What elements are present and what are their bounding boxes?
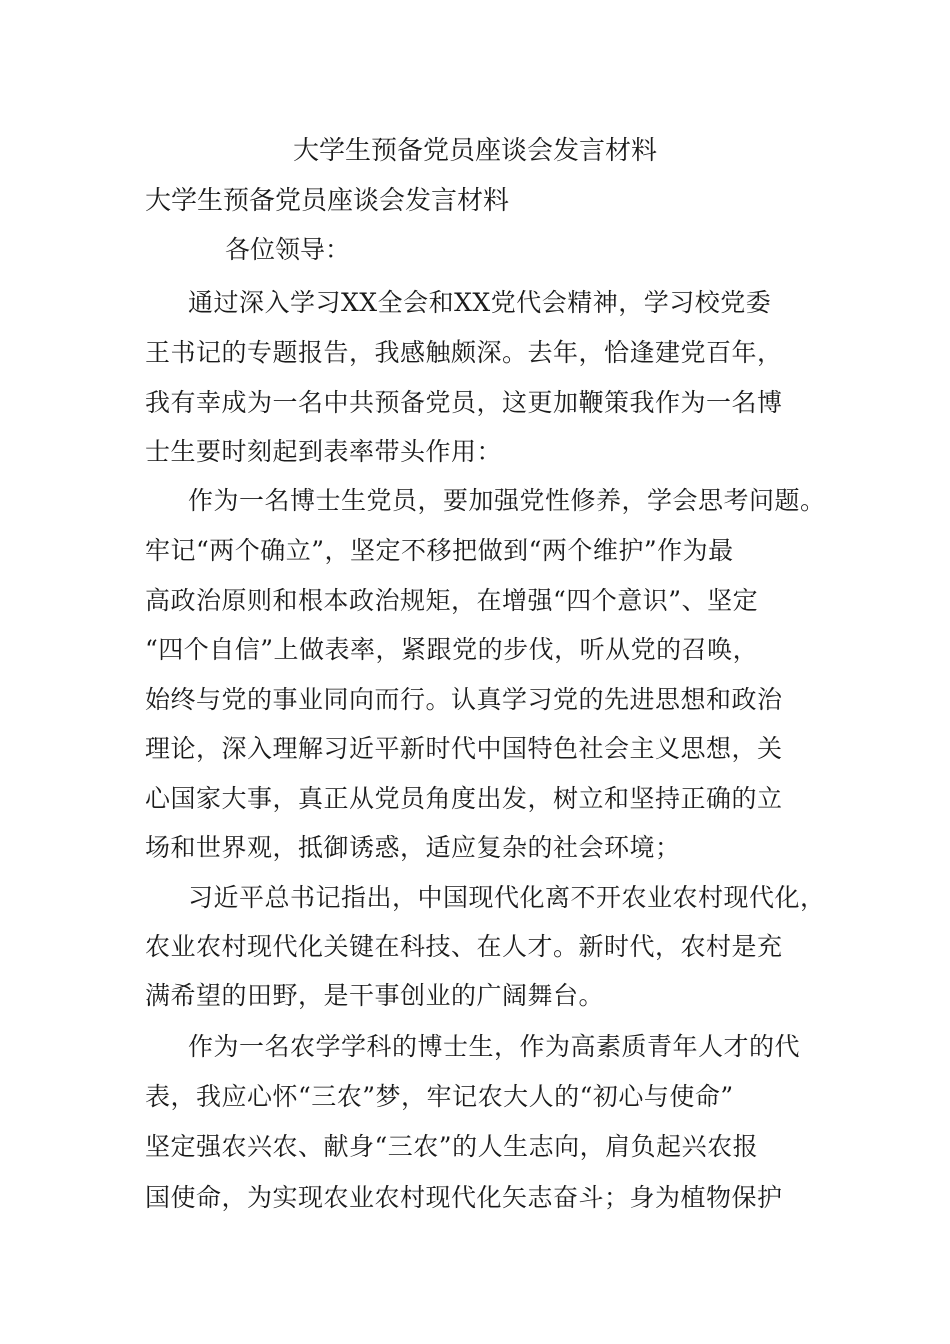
body-line: 作为一名农学学科的博士生，作为高素质青年人才的代 [188, 1032, 801, 1061]
body-line: 理论，深入理解习近平新时代中国特色社会主义思想，关 [145, 734, 783, 763]
body-line: 场和世界观，抵御诱惑，适应复杂的社会环境； [145, 833, 681, 862]
body-line: 牢记“两个确立”，坚定不移把做到“两个维护”作为最 [145, 536, 734, 565]
body-line: 农业农村现代化关键在科技、在人才。新时代，农村是充 [145, 932, 783, 961]
body-line: 始终与党的事业同向而行。认真学习党的先进思想和政治 [145, 685, 783, 714]
salutation: 各位领导： [225, 235, 351, 264]
body-line: 心国家大事，真正从党员角度出发，树立和坚持正确的立 [145, 784, 783, 813]
document-title: 大学生预备党员座谈会发言材料 [292, 136, 657, 166]
body-line: 我有幸成为一名中共预备党员，这更加鞭策我作为一名博 [145, 388, 783, 417]
body-line: 表，我应心怀“三农”梦，牢记农大人的“初心与使命” [145, 1082, 734, 1111]
body-line: 士生要时刻起到表率带头作用： [145, 437, 503, 466]
body-line: 王书记的专题报告，我感触颇深。去年，恰逢建党百年， [145, 338, 783, 367]
body-line: 坚定强农兴农、献身“三农”的人生志向，肩负起兴农报 [145, 1132, 759, 1161]
body-line: 满希望的田野，是干事创业的广阔舞台。 [145, 981, 605, 1010]
body-line: 习近平总书记指出，中国现代化离不开农业农村现代化， [188, 883, 826, 912]
document-subtitle: 大学生预备党员座谈会发言材料 [145, 186, 510, 216]
body-line: 高政治原则和根本政治规矩，在增强“四个意识”、坚定 [145, 586, 759, 615]
body-line: 通过深入学习XX全会和XX党代会精神，学习校党委 [188, 288, 772, 317]
body-line: 作为一名博士生党员，要加强党性修养，学会思考问题。 [188, 486, 826, 515]
body-line: 国使命，为实现农业农村现代化矢志奋斗；身为植物保护 [145, 1183, 783, 1212]
body-line: “四个自信”上做表率，紧跟党的步伐，听从党的召唤， [145, 635, 759, 664]
